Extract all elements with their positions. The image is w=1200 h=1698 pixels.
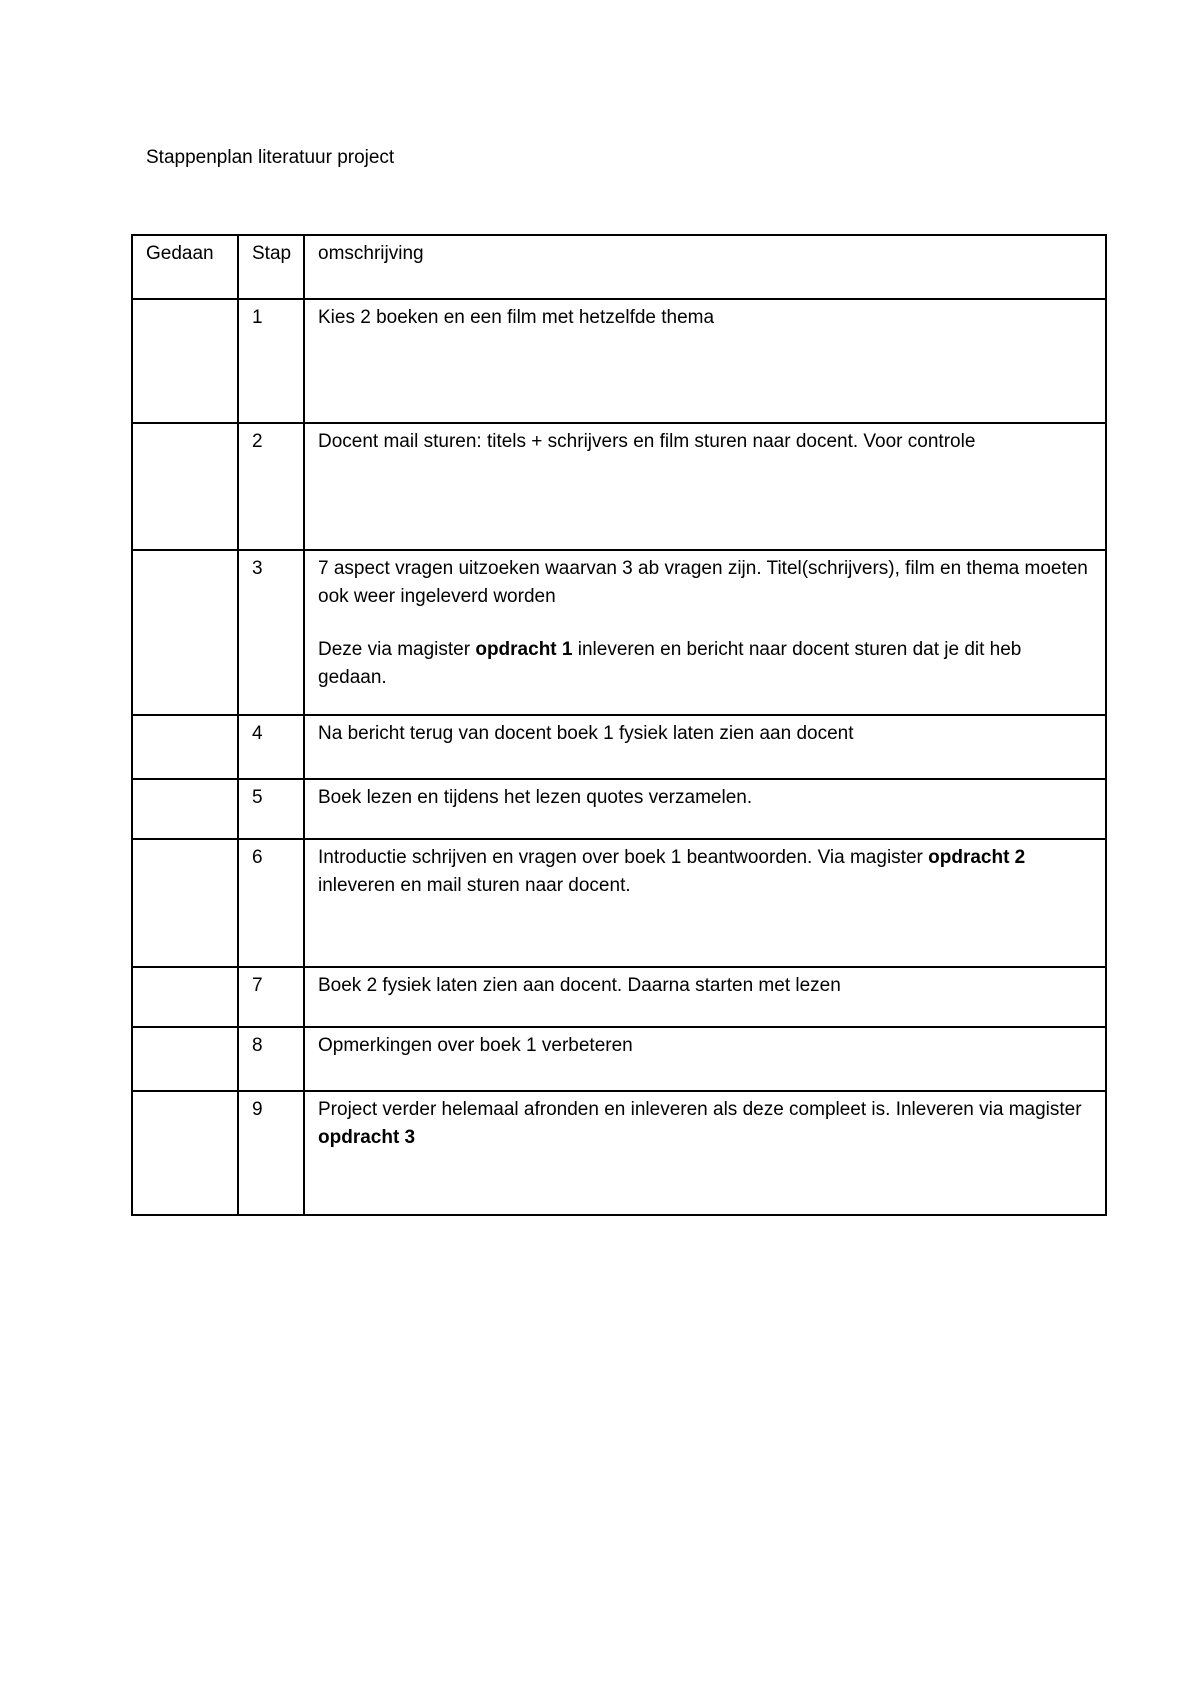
step-text-after: inleveren en mail sturen naar docent. — [318, 875, 631, 896]
step-text: 7 aspect vragen uitzoeken waarvan 3 ab vragen zijn. Titel(schrijvers), film en thema moeten ook weer ingeleverd worden — [318, 558, 1088, 607]
step-description — [304, 299, 1106, 423]
step-text: Docent mail sturen: titels + schrijvers en film sturen naar docent. Voor controle — [318, 431, 976, 452]
header-omschrijving: omschrijving — [304, 235, 1106, 299]
step-text: Boek 2 fysiek laten zien aan docent. Daarna starten met lezen — [318, 975, 841, 996]
table-row — [132, 423, 1106, 550]
step-text: Na bericht terug van docent boek 1 fysiek laten zien aan docent — [318, 723, 854, 744]
gedaan-cell[interactable] — [132, 1091, 238, 1215]
step-number: 9 — [238, 1091, 304, 1215]
step-number: 3 — [238, 550, 304, 715]
assignment-label: opdracht 1 — [475, 639, 573, 660]
table-header-row — [132, 235, 1106, 299]
gedaan-cell[interactable] — [132, 1027, 238, 1091]
step-text: Boek lezen en tijdens het lezen quotes verzamelen. — [318, 787, 753, 808]
step-description — [304, 715, 1106, 779]
step-text-submission — [318, 636, 1095, 692]
step-text — [318, 1096, 1095, 1152]
table-row — [132, 839, 1106, 967]
gedaan-cell[interactable] — [132, 299, 238, 423]
table-row — [132, 299, 1106, 423]
step-text-after: inleveren en bericht naar docent sturen dat je dit heb gedaan. — [318, 639, 1022, 688]
step-number: 6 — [238, 839, 304, 967]
header-stap: Stap — [238, 235, 304, 299]
step-text-before: Deze via magister — [318, 639, 476, 660]
gedaan-cell[interactable] — [132, 423, 238, 550]
step-description — [304, 1091, 1106, 1215]
table-row — [132, 715, 1106, 779]
step-text-before: Project verder helemaal afronden en inleveren als deze compleet is. Inleveren via magister — [318, 1099, 1082, 1120]
step-description — [304, 967, 1106, 1027]
gedaan-cell[interactable] — [132, 715, 238, 779]
table-row — [132, 1027, 1106, 1091]
table-row — [132, 550, 1106, 715]
step-number: 8 — [238, 1027, 304, 1091]
table-row — [132, 779, 1106, 839]
table-row — [132, 1091, 1106, 1215]
step-number: 4 — [238, 715, 304, 779]
gedaan-cell[interactable] — [132, 839, 238, 967]
gedaan-cell[interactable] — [132, 550, 238, 715]
step-number: 7 — [238, 967, 304, 1027]
step-number: 2 — [238, 423, 304, 550]
gedaan-cell[interactable] — [132, 967, 238, 1027]
step-text-before: Introductie schrijven en vragen over boek 1 beantwoorden. Via magister — [318, 847, 929, 868]
step-description — [304, 550, 1106, 715]
step-description — [304, 779, 1106, 839]
step-number: 1 — [238, 299, 304, 423]
step-text: Opmerkingen over boek 1 verbeteren — [318, 1035, 633, 1056]
assignment-label: opdracht 3 — [318, 1127, 416, 1148]
step-description — [304, 1027, 1106, 1091]
steps-table — [131, 234, 1107, 1216]
step-description — [304, 423, 1106, 550]
page-title: Stappenplan literatuur project — [146, 147, 395, 168]
step-number: 5 — [238, 779, 304, 839]
step-description — [304, 839, 1106, 967]
gedaan-cell[interactable] — [132, 779, 238, 839]
assignment-label: opdracht 2 — [928, 847, 1026, 868]
table-row — [132, 967, 1106, 1027]
header-gedaan: Gedaan — [132, 235, 238, 299]
step-text: Kies 2 boeken en een film met hetzelfde thema — [318, 307, 715, 328]
step-text — [318, 844, 1095, 900]
